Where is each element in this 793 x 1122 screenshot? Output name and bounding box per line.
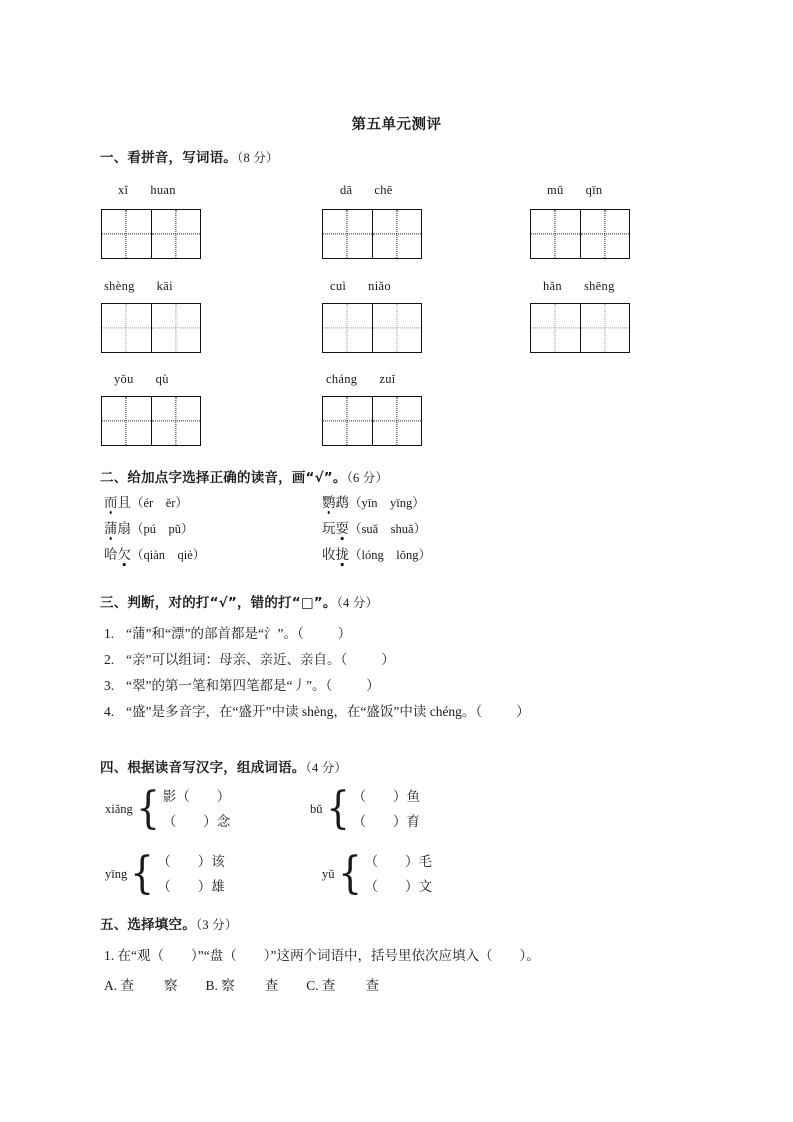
writing-grid-5[interactable]	[322, 303, 422, 353]
fill-in-question-1[interactable]: 1. 在“观（ ）”“盘（ ）”这两个词语中，括号里依次应填入（ ）。	[104, 948, 540, 963]
grid-cell[interactable]	[151, 210, 200, 258]
section-4-heading	[100, 756, 347, 776]
dotted-character: 拢	[336, 543, 350, 563]
writing-grid-6[interactable]	[530, 303, 630, 353]
answer-blank[interactable]	[171, 880, 198, 894]
item-number: 3.	[104, 678, 115, 693]
item-text: “蒲”和“漂”的部首都是“氵”。（	[126, 626, 304, 641]
section-2-points: （6 分）	[346, 471, 389, 485]
pinyin-syllable: qù	[155, 372, 169, 386]
option-a-word-2: 察	[164, 978, 178, 993]
answer-blank[interactable]	[366, 815, 393, 829]
grid-cell[interactable]	[372, 304, 421, 352]
writing-grid-8[interactable]	[322, 396, 422, 446]
answer-paren-close: ）	[366, 678, 380, 693]
leading-character: 玩	[322, 521, 336, 536]
writing-grid-4[interactable]	[101, 303, 201, 353]
pinyin-syllable: qīn	[585, 183, 603, 197]
brace-row[interactable]	[157, 880, 225, 894]
leading-character: 哈	[104, 547, 118, 562]
pinyin-syllable: xǐ	[118, 183, 129, 197]
trailing-character: 且	[117, 495, 131, 510]
pinyin-syllable: cuì	[330, 279, 347, 293]
brace-row[interactable]	[353, 815, 421, 829]
judgment-item-4[interactable]	[104, 700, 530, 720]
brace-row-post: ）鱼	[393, 789, 420, 804]
fill-in-options-row[interactable]	[104, 974, 379, 994]
pinyin-syllable: kāi	[156, 279, 173, 293]
reading-choice-item-4[interactable]	[322, 517, 426, 537]
reading-options[interactable]: （yīn yīng）	[349, 496, 425, 510]
item-text: “亲”可以组词：母亲、亲近、亲自。（	[126, 652, 348, 667]
grid-cell[interactable]	[531, 210, 580, 258]
judgment-item-2[interactable]	[104, 648, 395, 668]
section-3-points: （4 分）	[336, 596, 379, 610]
reading-choice-item-6[interactable]	[322, 543, 431, 563]
pinyin-label-3	[547, 183, 602, 198]
pinyin-label-6	[543, 279, 615, 294]
option-a[interactable]	[104, 974, 178, 994]
option-c-word-2: 查	[365, 978, 380, 993]
brace-row-post: ）雄	[197, 878, 225, 894]
pinyin-label-4	[104, 279, 173, 294]
grid-cell[interactable]	[372, 397, 421, 445]
brace-row-post: ）育	[393, 813, 420, 829]
pinyin-syllable: dā	[340, 183, 353, 197]
brace-row[interactable]	[353, 790, 421, 804]
option-b-word-1: 察	[221, 978, 235, 993]
section-5-heading	[100, 913, 238, 933]
grid-cell[interactable]	[151, 304, 200, 352]
section-5-points: （3 分）	[195, 918, 238, 932]
answer-blank[interactable]	[378, 855, 405, 869]
hanzi-brace-group-yu[interactable]: yǔ { （ ）毛 （ ）文	[322, 848, 432, 899]
pinyin-syllable: mǔ	[547, 183, 564, 197]
dotted-character: 而	[104, 491, 118, 511]
grid-cell[interactable]	[323, 397, 372, 445]
pinyin-label-5	[330, 279, 391, 294]
brace-row[interactable]	[163, 790, 231, 804]
item-number: 1.	[104, 626, 115, 641]
pinyin-label-2	[340, 183, 393, 198]
brace-pinyin: yīng	[105, 866, 128, 881]
writing-grid-1[interactable]	[101, 209, 201, 259]
section-5-heading-text: 五、选择填空。	[100, 917, 196, 933]
brace-row[interactable]	[157, 855, 225, 869]
brace-pinyin: yǔ	[322, 866, 335, 881]
option-c-word-1: 查	[322, 978, 336, 993]
pinyin-syllable: shēng	[583, 279, 615, 293]
pinyin-syllable: shèng	[104, 279, 135, 293]
page-title: 第五单元测评	[351, 117, 442, 133]
grid-cell[interactable]	[323, 304, 372, 352]
reading-choice-item-5[interactable]	[104, 543, 205, 563]
brace-row-post: ）毛	[405, 854, 432, 869]
grid-cell[interactable]	[580, 304, 629, 352]
option-a-label: A.	[104, 978, 118, 993]
pinyin-syllable: yǒu	[114, 372, 134, 386]
option-b-word-2: 查	[264, 978, 279, 993]
option-c-label: C.	[306, 978, 319, 993]
writing-grid-3[interactable]	[530, 209, 630, 259]
brace-row-post: ）该	[197, 854, 225, 869]
item-text: “翠”的第一笔和第四笔都是“丿”。（	[126, 678, 333, 693]
brace-row-post: ）念	[203, 813, 231, 829]
trailing-character: 扇	[117, 521, 131, 536]
reading-options[interactable]: （ér ěr）	[131, 496, 188, 510]
grid-cell[interactable]	[102, 304, 151, 352]
pinyin-label-8	[326, 372, 396, 387]
judgment-item-3[interactable]	[104, 674, 380, 694]
dotted-character: 鹦	[322, 491, 336, 511]
reading-options[interactable]: （pú pǔ）	[131, 522, 194, 536]
section-1-points: （8 分）	[237, 151, 279, 165]
brace-row-pre: （	[162, 813, 177, 829]
section-3-heading-text: 三、判断，对的打“√”，错的打“□”。	[100, 595, 337, 611]
grid-cell[interactable]	[102, 210, 151, 258]
option-b-label: B.	[205, 978, 218, 993]
brace-pinyin: bǔ	[310, 801, 323, 816]
section-3-heading	[100, 591, 378, 611]
dotted-character: 欠	[118, 543, 132, 563]
option-a-word-1: 查	[120, 978, 134, 993]
item-number: 2.	[104, 652, 115, 667]
dotted-character: 耍	[336, 517, 350, 537]
brace-row[interactable]	[163, 815, 231, 829]
item-number: 4.	[104, 704, 115, 719]
brace-row[interactable]	[365, 880, 433, 894]
brace-row-pre: （	[364, 854, 378, 869]
pinyin-label-1	[118, 183, 176, 198]
pinyin-syllable: niǎo	[368, 279, 391, 293]
hanzi-brace-group-bu[interactable]: bǔ { （ ）鱼 （ ）育	[310, 783, 420, 834]
hanzi-brace-group-ying[interactable]: yīng { （ ）该 （ ）雄	[105, 848, 225, 899]
answer-paren-close: ）	[337, 626, 352, 641]
trailing-character: 鹉	[335, 495, 349, 510]
section-4-heading-text: 四、根据读音写汉字，组成词语。	[100, 760, 306, 776]
reading-choice-item-2[interactable]	[322, 491, 425, 511]
writing-grid-2[interactable]	[322, 209, 422, 259]
brace-row-pre: （	[157, 854, 171, 869]
leading-character: 收	[322, 547, 336, 562]
answer-blank[interactable]	[176, 815, 203, 829]
hanzi-brace-group-xiang[interactable]: xiǎng { 影（ ） （ ）念	[105, 783, 231, 834]
answer-blank[interactable]	[378, 880, 405, 894]
pinyin-syllable: zuǐ	[379, 372, 396, 386]
answer-blank[interactable]	[366, 790, 393, 804]
section-1-heading-text: 一、看拼音，写词语。	[100, 150, 237, 166]
answer-blank[interactable]	[171, 855, 198, 869]
brace-row-pre: （	[157, 878, 171, 894]
section-1-heading	[100, 146, 279, 166]
dotted-character: 蒲	[104, 517, 118, 537]
item-text: “盛”是多音字，在“盛开”中读 shèng，在“盛饭”中读 chéng。（	[126, 704, 483, 719]
brace-row[interactable]	[365, 855, 433, 869]
grid-cell[interactable]	[323, 210, 372, 258]
grid-cell[interactable]	[372, 210, 421, 258]
brace-row-pre: 影（	[162, 789, 190, 804]
answer-paren-close: ）	[381, 652, 395, 667]
pinyin-syllable: chē	[374, 183, 393, 197]
brace-row-pre: （	[352, 813, 366, 829]
judgment-item-1[interactable]	[104, 622, 351, 642]
option-b[interactable]	[206, 974, 279, 994]
grid-cell[interactable]	[531, 304, 580, 352]
writing-grid-7[interactable]	[101, 396, 201, 446]
pinyin-syllable: hǎn	[543, 279, 562, 293]
section-2-heading-text: 二、给加点字选择正确的读音，画“√”。	[100, 470, 347, 486]
brace-row-post: ）	[216, 789, 231, 804]
brace-row-pre: （	[352, 789, 366, 804]
reading-options[interactable]: （qiàn qiè）	[131, 548, 206, 562]
pinyin-syllable: huan	[150, 183, 176, 197]
brace-row-post: ）文	[405, 878, 432, 894]
reading-options[interactable]: （lóng lǒng）	[349, 548, 431, 562]
brace-row-pre: （	[364, 878, 378, 894]
option-c[interactable]	[306, 974, 379, 994]
reading-choice-item-1[interactable]	[104, 491, 188, 511]
pinyin-label-7	[114, 372, 169, 387]
grid-cell[interactable]	[151, 397, 200, 445]
section-4-points: （4 分）	[305, 761, 348, 775]
answer-paren-close: ）	[516, 704, 530, 719]
reading-options[interactable]: （suǎ shuǎ）	[349, 522, 427, 536]
section-2-heading	[100, 466, 388, 486]
pinyin-syllable: cháng	[326, 372, 358, 386]
grid-cell[interactable]	[580, 210, 629, 258]
answer-blank[interactable]	[190, 790, 217, 804]
brace-pinyin: xiǎng	[105, 801, 133, 816]
grid-cell[interactable]	[102, 397, 151, 445]
reading-choice-item-3[interactable]	[104, 517, 194, 537]
